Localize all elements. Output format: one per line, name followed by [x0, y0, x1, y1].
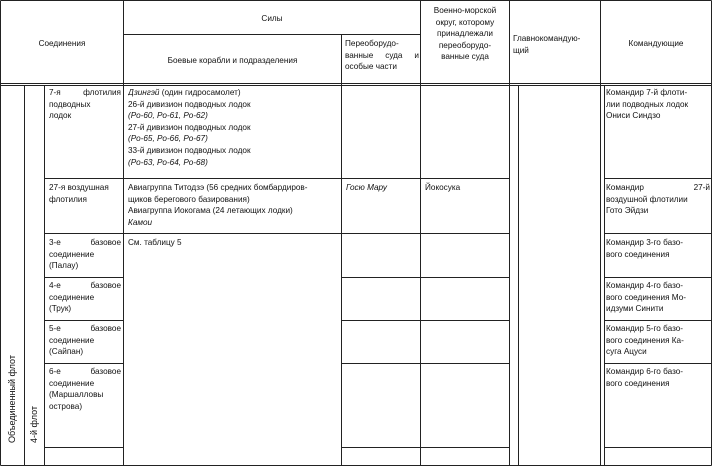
- formation-27th-air-flotilla: 27-я воздушная флотилия: [49, 183, 109, 204]
- fourth-fleet-label: 4-й флот: [29, 405, 39, 443]
- commander-3rd-base-unit: Командир 3-го базо- вого соединения: [606, 238, 684, 259]
- header-commander-in-chief: Главнокомандую- щий: [513, 34, 581, 55]
- district-yokosuka: Йокосука: [425, 183, 461, 192]
- combined-fleet-label: Объединенный флот: [7, 355, 17, 443]
- converted-ship-gosyu-maru: Госю Мару: [346, 183, 387, 192]
- commander-6th-base-unit: Командир 6-го базо- вого соединения: [606, 367, 684, 388]
- header-converted: Переоборудо- ванные суда и особые части: [345, 39, 419, 72]
- formation-7th-submarine-flotilla: 7-я флотилия подводных лодок: [49, 88, 121, 121]
- ships-7th-submarine-flotilla: Дзингэй (один гидросамолет) 26-й дивизион подводных лодок (Ро-60, Ро-61, Ро-62) 27-й дивизион подводных лодок (Ро-65, Ро-66, Ро-67) 33-й дивизион подводных лодок (Ро-63, Ро-64, Ро-68): [128, 88, 251, 167]
- header-warships: Боевые корабли и подразделения: [167, 56, 298, 65]
- ships-27th-air-flotilla: Авиагруппа Титодзэ (56 средних бомбардиров- щиков берегового базирования) Авиагруппа Иокогама (24 летающих лодки) Камои: [128, 183, 308, 227]
- header-formations: Соединения: [38, 39, 86, 48]
- formation-6th-base-unit: 6-е базовое соединение (Маршалловы острова): [49, 367, 121, 411]
- ships-see-table-5: См. таблицу 5: [128, 238, 182, 247]
- formation-3rd-base-unit: 3-е базовое соединение (Палау): [49, 238, 121, 271]
- commander-4th-base-unit: Командир 4-го базо- вого соединения Мо- идзуми Синити: [606, 281, 686, 314]
- header-commanders: Командующие: [628, 39, 684, 48]
- formation-5th-base-unit: 5-е базовое соединение (Сайпан): [49, 324, 121, 357]
- formation-4th-base-unit: 4-е базовое соединение (Трук): [49, 281, 121, 314]
- header-district: Военно-морской округ, которому принадлежали переоборудо- ванные суда: [433, 6, 497, 62]
- commander-5th-base-unit: Командир 5-го базо- вого соединения Ка- суга Ацуси: [606, 324, 684, 357]
- commander-7th-flotilla: Командир 7-й флоти- лии подводных лодок Ониси Синдзо: [606, 88, 689, 121]
- commander-27th-flotilla: Командир 27-й воздушной флотилии Гото Эйдзи: [606, 183, 710, 216]
- header-forces: Силы: [261, 14, 283, 23]
